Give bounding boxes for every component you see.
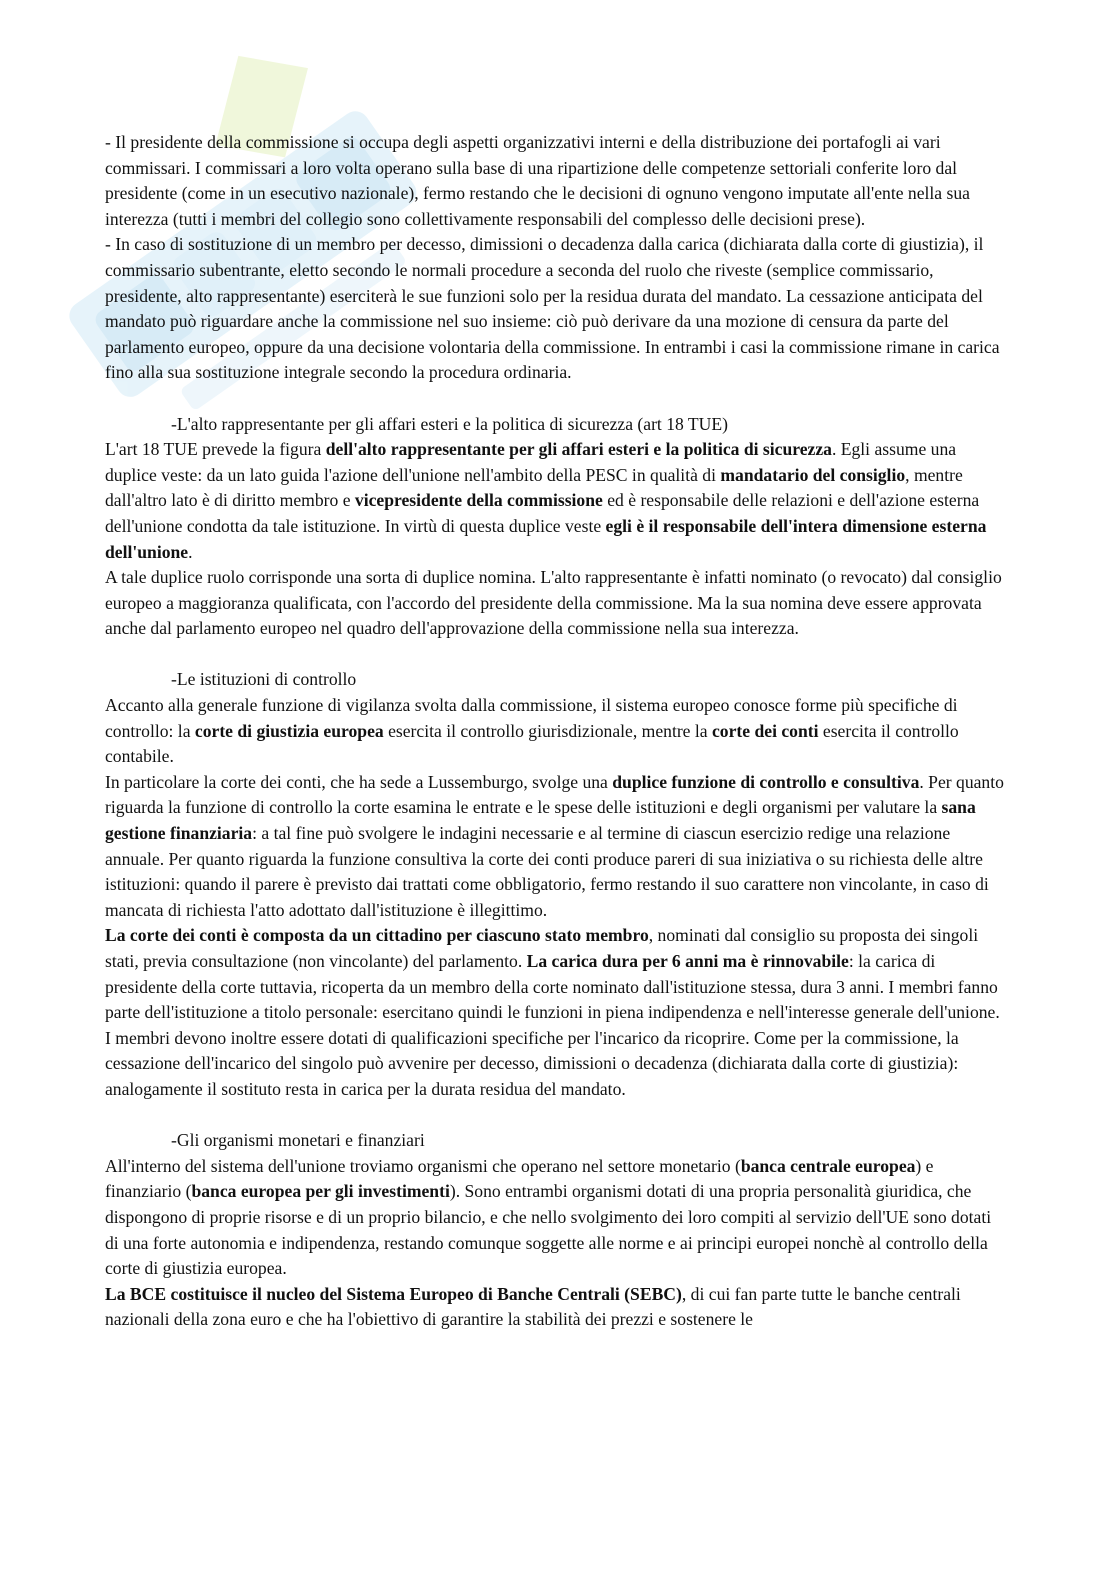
paragraph-corte-conti-funzioni: In particolare la corte dei conti, che ha sede a Lussemburgo, svolge una duplice funzione di controllo e consultiva. Per quanto riguarda la funzione di controllo la corte esamina le entrate e le spese delle istituzioni e degli organismi per valutare la sana gestione finanziaria: a tal fine può svolgere le indagini necessarie e al termine di ciascun esercizio redige una relazione annuale. Per quanto riguarda la funzione consultiva la corte dei conti produce pareri di sua iniziativa o su richiesta delle altre istituzioni: quando il parere è previsto dai trattati come obbligatorio, fermo restando il suo carattere non vincolante, in caso di mancata di richiesta l'atto adottato dall'istituzione è illegittimo. xyxy=(105,771,1004,920)
document-page xyxy=(105,130,1005,1333)
paragraph-duplice-nomina: A tale duplice ruolo corrisponde una sorta di duplice nomina. L'alto rappresentante è infatti nominato (o revocato) dal consiglio europeo a maggioranza qualificata, con l'accordo del presidente della commissione. Ma la sua nomina deve essere approvata anche dal parlamento europeo nel quadro dell'approvazione della commissione nella sua interezza. xyxy=(105,567,1002,639)
section-heading-organismi-monetari: -Gli organismi monetari e finanziari xyxy=(171,1130,425,1151)
paragraph-sostituzione: - In caso di sostituzione di un membro per decesso, dimissioni o decadenza dalla carica (dichiarata dalla corte di giustizia), il commissario subentrante, eletto secondo le normali procedure a seconda del ruolo che riveste (semplice commissario, presidente, alto rappresentante) eserciterà le sue funzioni solo per la residua durata del mandato. La cessazione anticipata del mandato può riguardare anche la commissione nel suo insieme: ciò può derivare da una mozione di censura da parte del parlamento europeo, oppure da una decisione volontaria della commissione. In entrambi i casi la commissione rimane in carica fino alla sua sostituzione integrale secondo la procedura ordinaria. xyxy=(105,234,1000,383)
paragraph-controllo: Accanto alla generale funzione di vigilanza svolta dalla commissione, il sistema europeo conosce forme più specifiche di controllo: la corte di giustizia europea esercita il controllo giurisdizionale, mentre la corte dei conti esercita il controllo contabile. xyxy=(105,695,959,767)
paragraph-bce: La BCE costituisce il nucleo del Sistema Europeo di Banche Centrali (SEBC), di cui fan parte tutte le banche centrali nazionali della zona euro e che ha l'obiettivo di garantire la stabilità dei prezzi e sostenere le xyxy=(105,1283,961,1330)
section-heading-alto-rappresentante: -L'alto rappresentante per gli affari esteri e la politica di sicurezza (art 18 TUE) xyxy=(171,413,728,434)
paragraph-organismi: All'interno del sistema dell'unione troviamo organismi che operano nel settore monetario (banca centrale europea) e finanziario (banca europea per gli investimenti). Sono entrambi organismi dotati di una propria personalità giuridica, che dispongono di proprie risorse e di un proprio bilancio, e che nello svolgimento dei loro compiti al servizio dell'UE sono dotati di una forte autonomia e indipendenza, restando comunque soggette alle norme e ai principi europei nonchè al controllo della corte di giustizia europea. xyxy=(105,1155,992,1279)
paragraph-corte-conti-composizione: La corte dei conti è composta da un cittadino per ciascuno stato membro, nominati dal consiglio su proposta dei singoli stati, previa consultazione (non vincolante) del parlamento. La carica dura per 6 anni ma è rinnovabile: la carica di presidente della corte tuttavia, ricoperta da un membro della corte nominato dall'istituzione stessa, dura 3 anni. I membri fanno parte dell'istituzione a titolo personale: esercitano quindi le funzioni in piena indipendenza e nell'interesse generale dell'unione. I membri devono inoltre essere dotati di qualificazioni specifiche per l'incarico da ricoprire. Come per la commissione, la cessazione dell'incarico del singolo può avvenire per decesso, dimissioni o decadenza (dichiarata dalla corte di giustizia): analogamente il sostituto resta in carica per la durata residua del mandato. xyxy=(105,925,1000,1099)
section-heading-istituzioni-controllo: -Le istituzioni di controllo xyxy=(171,669,357,690)
paragraph-presidente: - Il presidente della commissione si occupa degli aspetti organizzativi interni e della distribuzione dei portafogli ai vari commissari. I commissari a loro volta operano sulla base di una ripartizione delle competenze settoriali conferite loro dal presidente (come in un esecutivo nazionale), fermo restando che le decisioni di ognuno vengono imputate all'ente nella sua interezza (tutti i membri del collegio sono collettivamente responsabili del complesso delle decisioni prese). xyxy=(105,132,970,229)
paragraph-alto-rappresentante: L'art 18 TUE prevede la figura dell'alto rappresentante per gli affari esteri e la politica di sicurezza. Egli assume una duplice veste: da un lato guida l'azione dell'unione nell'ambito della PESC in qualità di mandatario del consiglio, mentre dall'altro lato è di diritto membro e vicepresidente della commissione ed è responsabile delle relazioni e dell'azione esterna dell'unione condotta da tale istituzione. In virtù di questa duplice veste egli è il responsabile dell'intera dimensione esterna dell'unione. xyxy=(105,439,987,562)
